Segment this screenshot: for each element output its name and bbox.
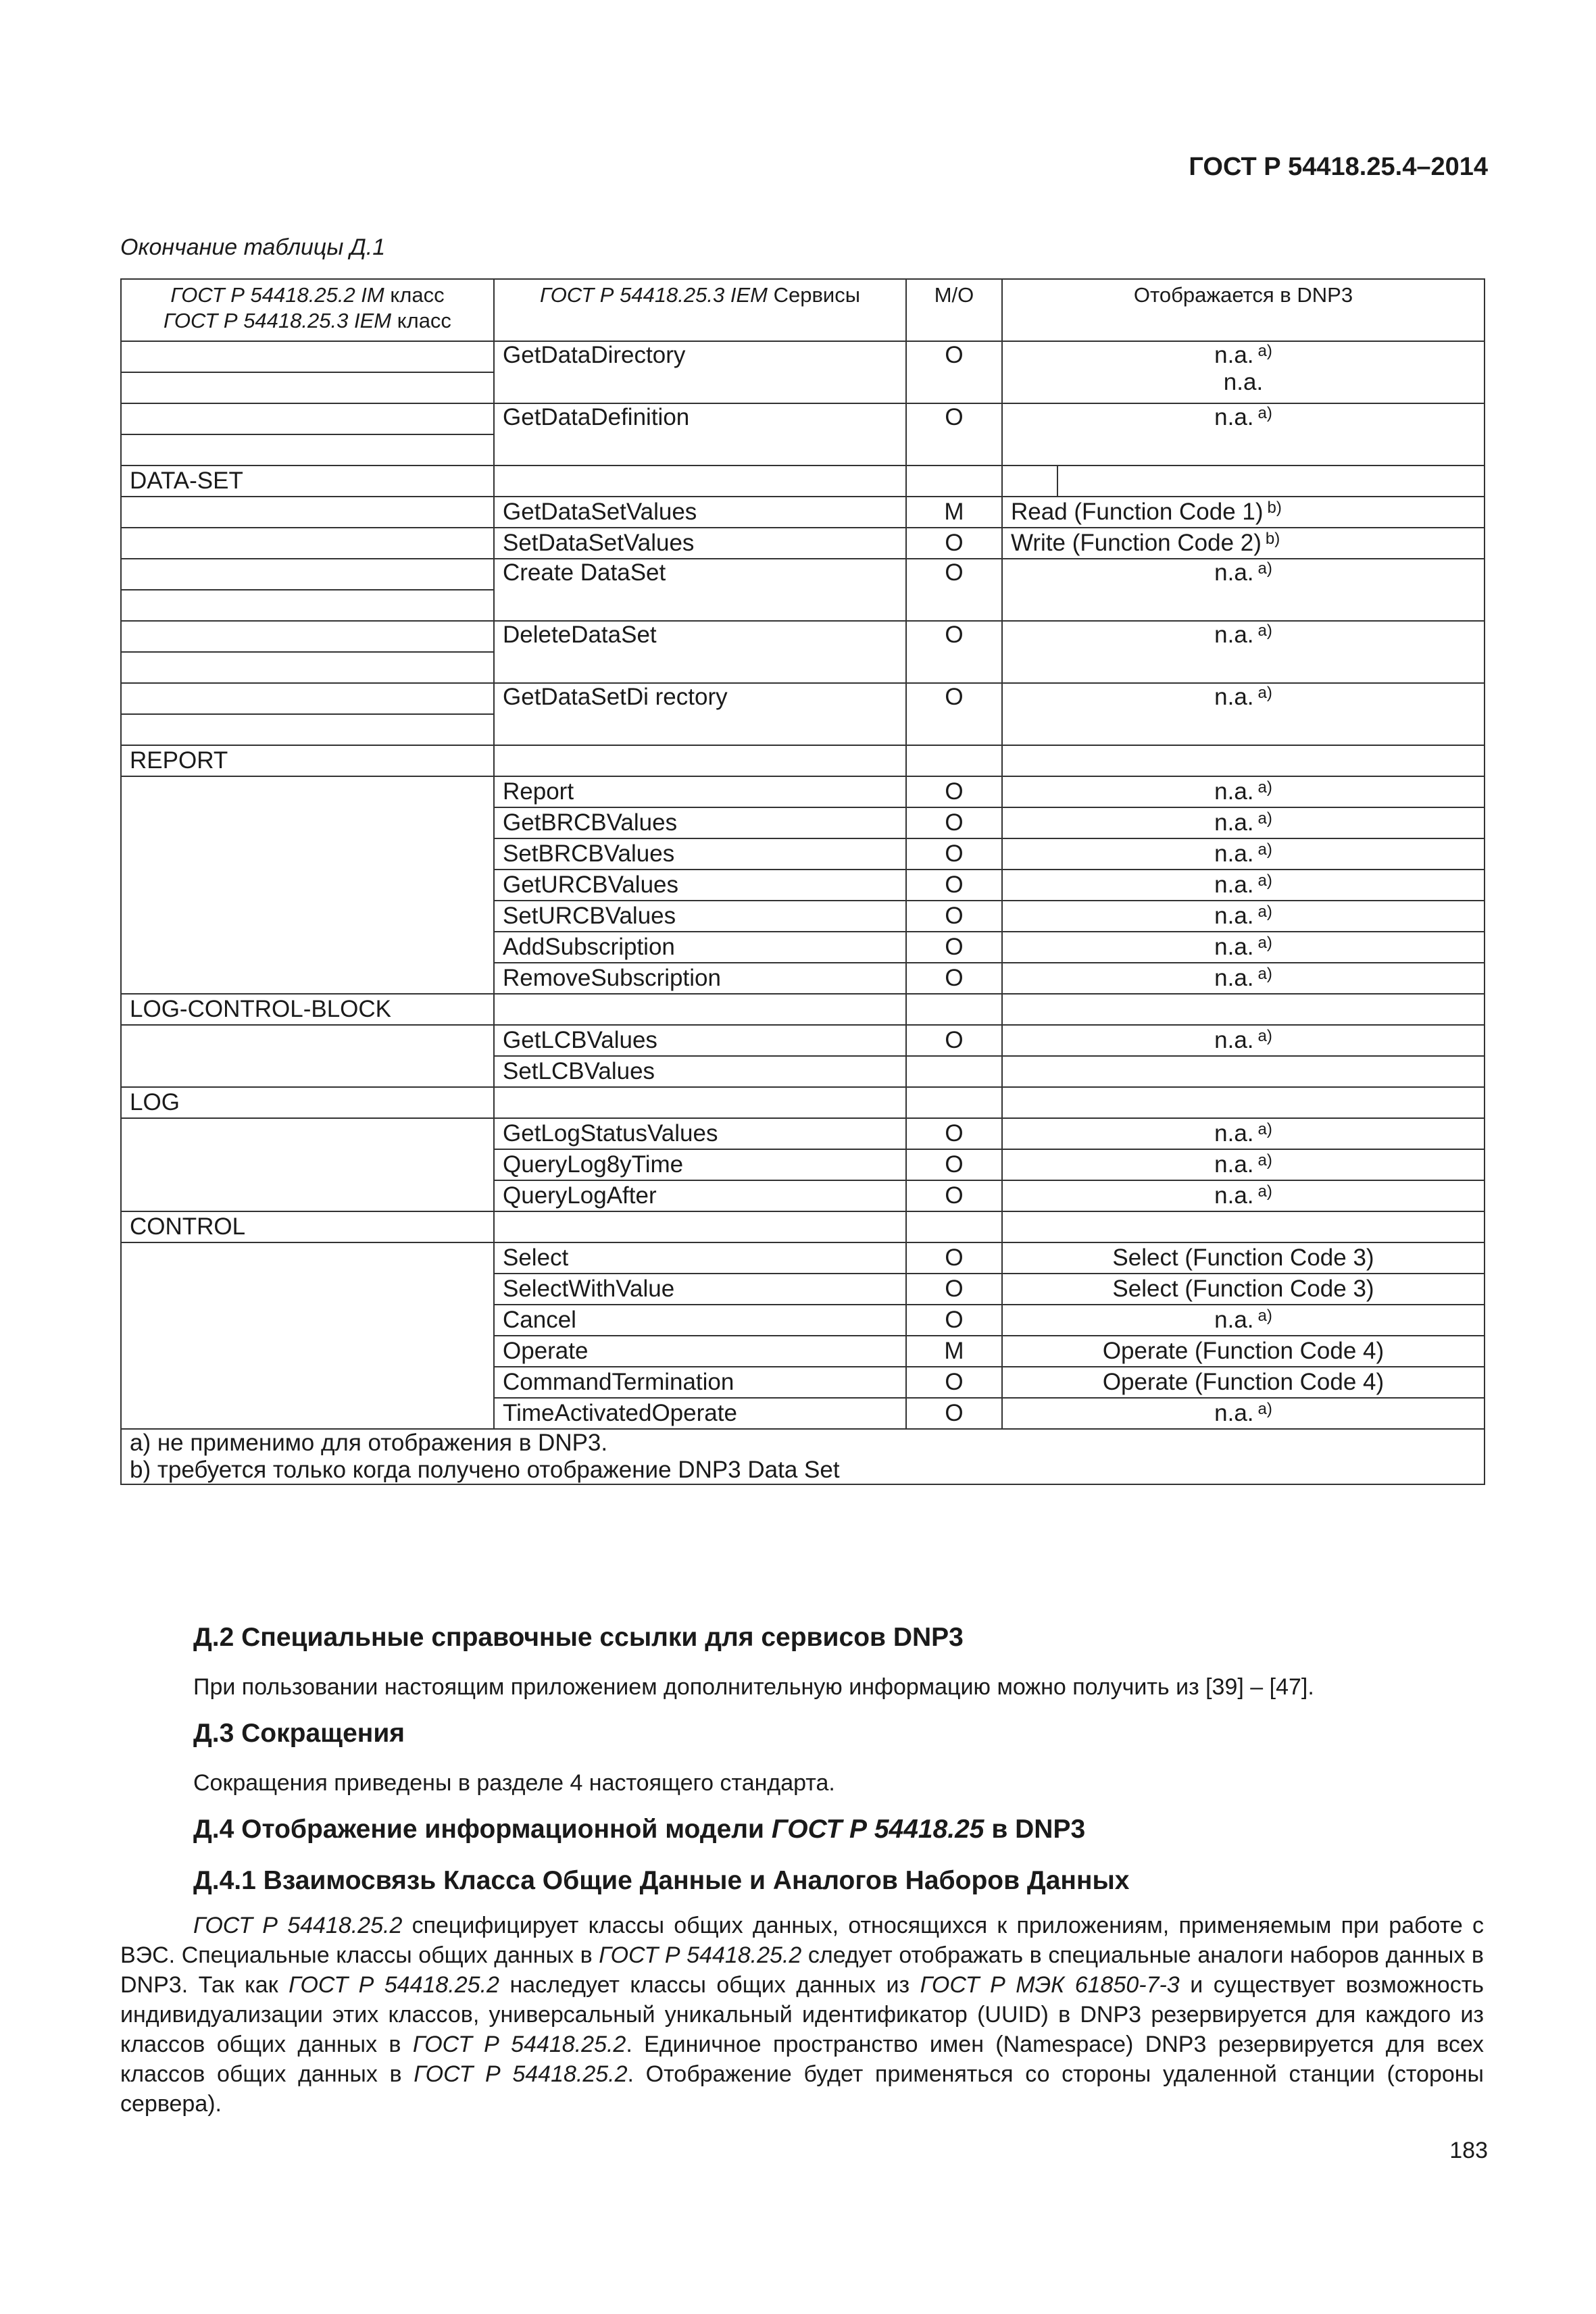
service-cell: SetLCBValues xyxy=(494,1056,906,1087)
mo-cell: O xyxy=(906,963,1002,994)
mo-cell: O xyxy=(906,1025,1002,1056)
table-row xyxy=(121,683,1485,714)
service-cell: GetDataSetDi rectory xyxy=(494,683,906,745)
mo-cell: O xyxy=(906,341,1002,403)
mo-cell: O xyxy=(906,621,1002,683)
service-cell: GetDataDirectory xyxy=(494,341,906,403)
section-d41-paragraph: ГОСТ Р 54418.25.2 специфицирует классы общих данных, относящихся к приложениям, применяемым при работе с ВЭС. Специальные классы общих данных в ГОСТ Р 54418.25.2 следует отображать в специальные аналоги наборов данных в DNP3. Так как ГОСТ Р 54418.25.2 наследует классы общих данных из ГОСТ Р МЭК 61850-7-3 и существует возможность индивидуализации этих классов, универсальный уникальный идентификатор (UUID) в DNP3 резервируется для каждого из классов общих данных в ГОСТ Р 54418.25.2. Единичное пространство имен (Namespace) DNP3 резервируется для всех классов общих данных в ГОСТ Р 54418.25.2. Отображение будет применяться со стороны удаленной станции (стороны сервера). xyxy=(120,1913,1484,2117)
class-cell: LOG-CONTROL-BLOCK xyxy=(121,994,494,1025)
mo-cell: O xyxy=(906,1305,1002,1336)
mo-cell: O xyxy=(906,683,1002,745)
note-a: а) не применимо для отображения в DNP3. xyxy=(130,1430,608,1456)
mapping-cell: n.a. $^{a)}$ xyxy=(1002,963,1485,994)
table-row xyxy=(121,403,1485,434)
class-cell: DATA-SET xyxy=(121,466,494,497)
mo-cell: O xyxy=(906,807,1002,838)
mapping-cell: n.a. $^{a)}$ xyxy=(1002,932,1485,963)
service-cell: Report xyxy=(494,776,906,807)
mapping-cell: Select (Function Code 3) xyxy=(1002,1274,1485,1305)
mo-cell: O xyxy=(906,1367,1002,1398)
mapping-cell: n.a. $^{a)}$ xyxy=(1002,1025,1485,1056)
service-cell: GetDataSetValues xyxy=(494,497,906,528)
table-row xyxy=(121,528,1485,559)
section-d2-text: При пользовании настоящим приложением дополнительную информацию можно получить из [39] – [47]. xyxy=(193,1674,1314,1700)
mapping-cell: Operate (Function Code 4) xyxy=(1002,1367,1485,1398)
mo-cell: O xyxy=(906,1149,1002,1180)
mo-cell: O xyxy=(906,776,1002,807)
service-cell: GetLCBValues xyxy=(494,1025,906,1056)
table-header-row xyxy=(121,279,1485,341)
mo-cell: O xyxy=(906,1398,1002,1429)
table-caption: Окончание таблицы Д.1 xyxy=(120,234,386,260)
mapping-cell: Operate (Function Code 4) xyxy=(1002,1336,1485,1367)
service-cell: GetDataDefinition xyxy=(494,403,906,466)
table-row xyxy=(121,776,1485,807)
class-cell: REPORT xyxy=(121,745,494,776)
mapping-cell: n.a. $^{a)}$ xyxy=(1002,776,1485,807)
class-cell: LOG xyxy=(121,1087,494,1118)
service-cell: Create DataSet xyxy=(494,559,906,621)
service-cell: SetDataSetValues xyxy=(494,528,906,559)
service-cell: Cancel xyxy=(494,1305,906,1336)
mo-cell: O xyxy=(906,559,1002,621)
mapping-cell: n.a. $^{a)}$ xyxy=(1002,1180,1485,1211)
service-cell: DeleteDataSet xyxy=(494,621,906,683)
mo-cell: M xyxy=(906,497,1002,528)
service-cell: Select xyxy=(494,1242,906,1274)
table-row xyxy=(121,745,1485,776)
mo-cell: O xyxy=(906,932,1002,963)
service-cell: GetURCBValues xyxy=(494,870,906,901)
mo-cell: O xyxy=(906,403,1002,466)
mo-cell: M xyxy=(906,1336,1002,1367)
table-row xyxy=(121,1211,1485,1242)
section-d41-title: Д.4.1 Взаимосвязь Класса Общие Данные и Аналогов Наборов Данных xyxy=(193,1866,1130,1895)
page-number: 183 xyxy=(1449,2138,1488,2163)
mo-cell: O xyxy=(906,1242,1002,1274)
mapping-cell: n.a. $^{a)}$ xyxy=(1002,403,1485,466)
mapping-cell: n.a. $^{a)}$ xyxy=(1002,838,1485,870)
section-d3-text: Сокращения приведены в разделе 4 настоящего стандарта. xyxy=(193,1770,835,1796)
table-row xyxy=(121,497,1485,528)
service-cell: Operate xyxy=(494,1336,906,1367)
table-notes-row xyxy=(121,1429,1485,1484)
table-row xyxy=(121,466,1485,497)
table-row xyxy=(121,1118,1485,1149)
mo-cell: O xyxy=(906,1274,1002,1305)
section-d3-title: Д.3 Сокращения xyxy=(193,1719,405,1748)
standard-code: ГОСТ Р 54418.25.4–2014 xyxy=(1189,153,1488,181)
service-cell: RemoveSubscription xyxy=(494,963,906,994)
table-row xyxy=(121,1025,1485,1056)
section-d4-title: Д.4 Отображение информационной модели ГОСТ Р 54418.25 в DNP3 xyxy=(193,1815,1086,1844)
col-header-mo: M/O xyxy=(906,279,1002,341)
mapping-cell: n.a. $^{a)}$ n.a. xyxy=(1002,341,1485,403)
service-cell: QueryLog8yTime xyxy=(494,1149,906,1180)
table-row xyxy=(121,559,1485,590)
mapping-cell: n.a. $^{a)}$ xyxy=(1002,683,1485,745)
service-cell: TimeActivatedOperate xyxy=(494,1398,906,1429)
service-cell: GetBRCBValues xyxy=(494,807,906,838)
service-cell: QueryLogAfter xyxy=(494,1180,906,1211)
col-header-service: ГОСТ Р 54418.25.3 IEM Сервисы xyxy=(494,279,906,341)
col-header-class: ГОСТ Р 54418.25.2 IM класс ГОСТ Р 54418.25.3 IEM класс xyxy=(121,279,494,341)
service-cell: AddSubscription xyxy=(494,932,906,963)
table-row xyxy=(121,621,1485,652)
table-notes xyxy=(121,1429,1485,1484)
mapping-cell: n.a. $^{a)}$ xyxy=(1002,870,1485,901)
mapping-table xyxy=(120,278,1485,1485)
service-cell: SetBRCBValues xyxy=(494,838,906,870)
service-cell: SetURCBValues xyxy=(494,901,906,932)
note-b: b) требуется только когда получено отображение DNP3 Data Set xyxy=(130,1457,840,1483)
mapping-cell: n.a. $^{a)}$ xyxy=(1002,1149,1485,1180)
mapping-cell: n.a. $^{a)}$ xyxy=(1002,621,1485,683)
class-cell: CONTROL xyxy=(121,1211,494,1242)
mapping-cell: n.a. $^{a)}$ xyxy=(1002,901,1485,932)
service-cell: SelectWithValue xyxy=(494,1274,906,1305)
mapping-cell: Write (Function Code 2) $^{b)}$ xyxy=(1002,528,1485,559)
table-row xyxy=(121,341,1485,372)
mapping-cell: n.a. $^{a)}$ xyxy=(1002,1305,1485,1336)
mapping-cell: n.a. $^{a)}$ xyxy=(1002,1118,1485,1149)
mo-cell: O xyxy=(906,870,1002,901)
mapping-cell: Read (Function Code 1) $^{b)}$ xyxy=(1002,497,1485,528)
service-cell: CommandTermination xyxy=(494,1367,906,1398)
mo-cell: O xyxy=(906,1118,1002,1149)
mo-cell: O xyxy=(906,901,1002,932)
col-header-mapping: Отображается в DNP3 xyxy=(1002,279,1485,341)
mo-cell: O xyxy=(906,1180,1002,1211)
mo-cell: O xyxy=(906,528,1002,559)
service-cell: GetLogStatusValues xyxy=(494,1118,906,1149)
mapping-cell: n.a. $^{a)}$ xyxy=(1002,559,1485,621)
table-row xyxy=(121,994,1485,1025)
mapping-cell: Select (Function Code 3) xyxy=(1002,1242,1485,1274)
mapping-cell: n.a. $^{a)}$ xyxy=(1002,1398,1485,1429)
table-row xyxy=(121,1242,1485,1274)
mo-cell: O xyxy=(906,838,1002,870)
mapping-cell: n.a. $^{a)}$ xyxy=(1002,807,1485,838)
section-d2-title: Д.2 Специальные справочные ссылки для сервисов DNP3 xyxy=(193,1623,964,1652)
table-row xyxy=(121,1087,1485,1118)
